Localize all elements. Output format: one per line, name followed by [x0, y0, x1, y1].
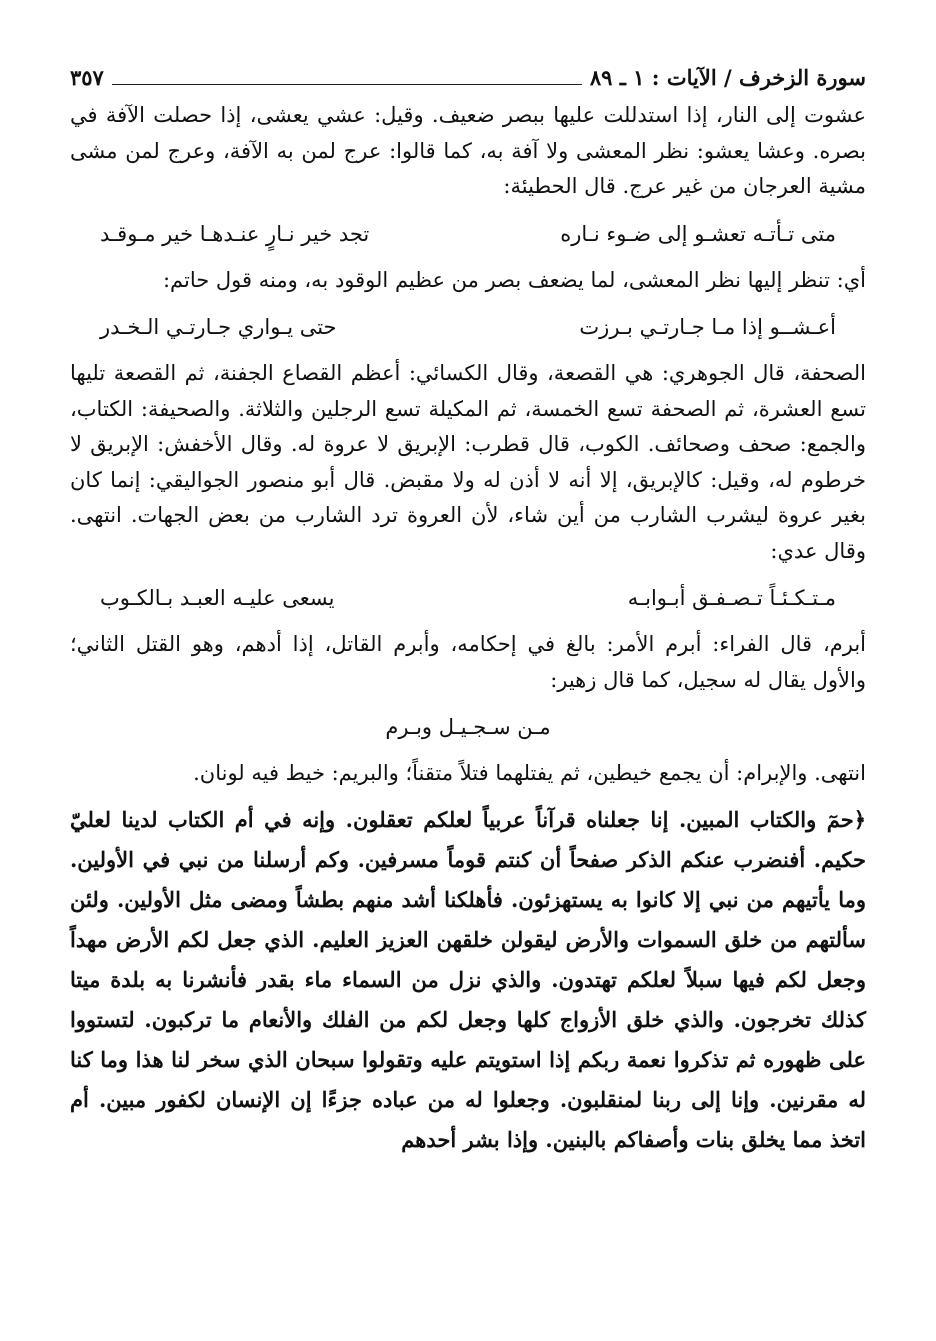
header-rule [112, 84, 582, 85]
poetry-verse [70, 205, 866, 263]
book-page [70, 58, 866, 1160]
verse-second-hemistich: حتى يـواري جـارتـي الـخـدر [100, 315, 337, 339]
verse-first-hemistich: متى تـأتـه تعشـو إلى ضـوء نـاره [560, 221, 836, 246]
quran-text: ﴿حمٓ والكتاب المبين. إنا جعلناه قرآناً عربياً لعلكم تعقلون. وإنه في أم الكتاب لدينا لعليّ حكيم. أفنضرب عنكم الذكر صفحاً أن كنتم قوماً مسرفين. وكم أرسلنا من نبي في الأولين. وما يأتيهم من نبي إلا كانوا به يستهزئون. فأهلكنا أشد منهم بطشاً ومضى مثل الأولين. ولئن سألتهم من خلق السموات والأرض ليقولن خلقهن العزيز العليم. الذي جعل لكم الأرض مهداً وجعل لكم فيها سبلاً لعلكم تهتدون. والذي نزل من السماء ماء بقدر فأنشرنا به بلدة ميتا كذلك تخرجون. والذي خلق الأزواج كلها وجعل لكم من الفلك والأنعام ما تركبون. لتستووا على ظهوره ثم تذكروا نعمة ربكم إذا استويتم عليه وتقولوا سبحان الذي سخر لنا هذا وما كنا له مقرنين. وإنا إلى ربنا لمنقلبون. وجعلوا له من عباده جزءًا إن الإنسان لكفور مبين. أم اتخذ مما يخلق بنات وأصفاكم بالبنين. وإذا بشر أحدهم [70, 806, 866, 1152]
commentary-paragraph: أبرم، قال الفراء: أبرم الأمر: بالغ في إحكامه، وأبرم القاتل، إذا أدهم، وهو القتل الثاني؛ والأول يقال له سجيل، كما قال زهير: [70, 632, 866, 692]
commentary-paragraph: انتهى. والإبرام: أن يجمع خيطين، ثم يفتلهما فتلاً متقناً؛ والبريم: خيط فيه لونان. [193, 761, 866, 785]
verse-first-hemistich: مـتـكـئـاً تـصـفـق أبـوابـه [627, 586, 836, 610]
commentary-paragraph: أي: تنظر إليها نظر المعشى، لما يضعف بصر من عظيم الوقود به، ومنه قول حاتم: [162, 267, 866, 292]
verse-second-hemistich: تجد خير نـارٍ عنـدهـا خير مـوقـد [100, 221, 370, 246]
poetry-verse [70, 569, 866, 627]
poetry-verse [70, 298, 866, 356]
surah-title: سورة الزخرف / الآيات : ١ ـ ٨٩ [589, 65, 866, 90]
verse-fragment: مـن سـجـيـل وبـرم [385, 715, 551, 739]
running-header [70, 58, 866, 92]
verse-first-hemistich: أعـشــو إذا مـا جـارتـي بـرزت [579, 315, 836, 339]
poetry-fragment [70, 698, 866, 756]
verse-second-hemistich: يسعى عليـه العبـد بـالكـوب [100, 586, 335, 610]
commentary-paragraph: عشوت إلى النار، إذا استدللت عليها ببصر ضعيف. وقيل: عشي يعشى، إذا حصلت الآفة في بصره. وعشا يعشو: نظر المعشى ولا آفة به، كما قالوا: عرج لمن به الآفة، وعرج لمن مشى مشية العرجان من غير عرج. قال الحطيئة: [70, 103, 866, 198]
page-number: ٣٥٧ [70, 65, 104, 90]
commentary-paragraph: الصحفة، قال الجوهري: هي القصعة، وقال الكسائي: أعظم القصاع الجفنة، ثم القصعة تليها تسع العشرة، ثم الصحفة تسع الخمسة، ثم المكيلة تسع الرجلين والثلاثة. والصحيفة: الكتاب، والجمع: صحف وصحائف. الكوب، قال قطرب: الإبريق لا عروة له. وقال الأخفش: الإبريق لا خرطوم له، وقيل: كالإبريق، إلا أنه لا أذن له ولا مقبض. قال أبو منصور الجواليقي: إنما كان بغير عروة ليشرب الشارب من أين شاء، لأن العروة ترد الشارب من بعض الجهات. انتهى. وقال عدي: [70, 361, 866, 563]
